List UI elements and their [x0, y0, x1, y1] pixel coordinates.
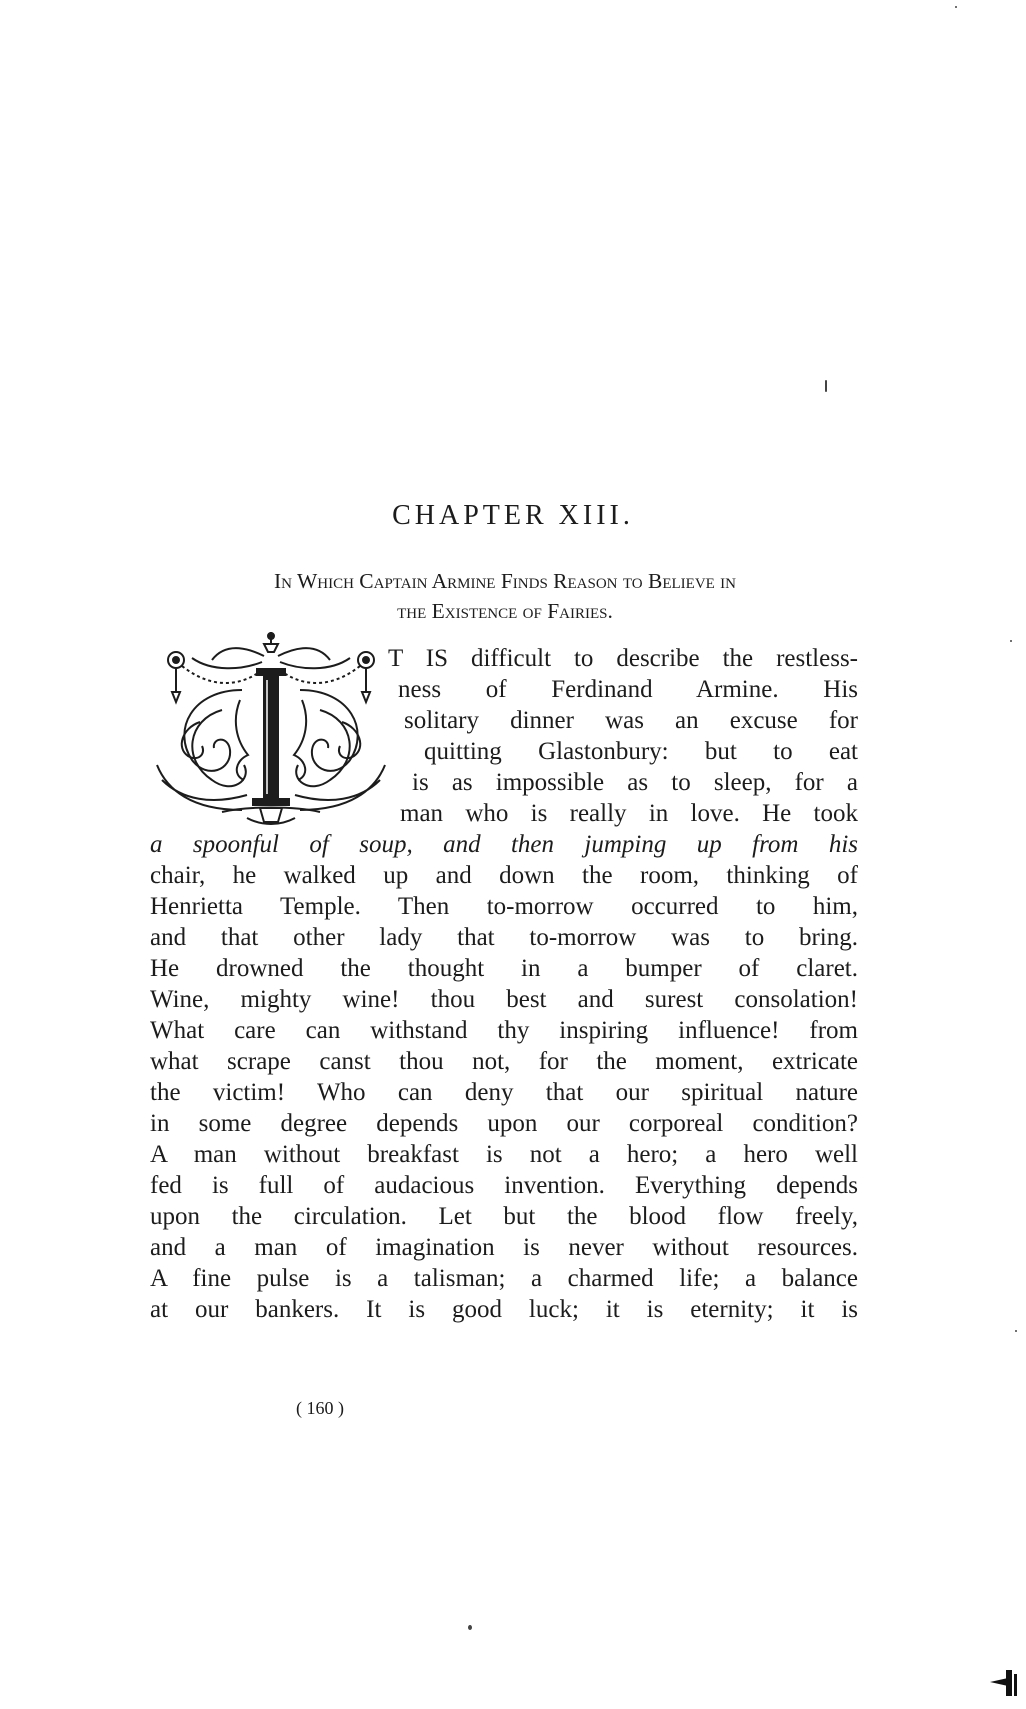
body-line-9: Henrietta Temple. Then to-morrow occurred to him, — [150, 893, 858, 920]
page-number: ( 160 ) — [296, 1398, 344, 1418]
body-line-17: A man without breakfast is not a hero; a hero well — [150, 1141, 858, 1168]
scan-speck — [955, 6, 957, 8]
chapter-subtitle-line-1: In Which Captain Armine Finds Reason to Believe in — [273, 569, 737, 593]
body-line-7: a spoonful of soup, and then jumping up from his — [150, 831, 858, 858]
scan-speck — [1010, 640, 1012, 642]
body-line-3: solitary dinner was an excuse for — [404, 707, 858, 734]
body-line-19: upon the circulation. Let but the blood flow freely, — [150, 1203, 858, 1230]
chapter-title: CHAPTER XIII. — [392, 500, 634, 531]
chapter-subtitle — [150, 566, 860, 626]
body-line-16: in some degree depends upon our corporeal condition? — [150, 1110, 858, 1137]
body-line-13: What care can withstand thy inspiring influence! from — [150, 1017, 858, 1044]
body-line-18: fed is full of audacious invention. Everything depends — [150, 1172, 858, 1199]
body-line-21: A fine pulse is a talisman; a charmed life; a balance — [150, 1265, 858, 1292]
body-line-8: chair, he walked up and down the room, thinking of — [150, 862, 858, 889]
scan-speck — [1015, 1330, 1017, 1332]
body-line-1: T IS difficult to describe the restless- — [388, 645, 858, 672]
body-line-15: the victim! Who can deny that our spiritual nature — [150, 1079, 858, 1106]
body-line-5: is as impossible as to sleep, for a — [412, 769, 858, 796]
body-line-2: ness of Ferdinand Armine. His — [398, 676, 858, 703]
body-line-20: and a man of imagination is never without resources. — [150, 1234, 858, 1261]
body-line-6: man who is really in love. He took — [400, 800, 858, 827]
scan-speck — [825, 380, 827, 392]
chapter-subtitle-line-2: the Existence of Fairies. — [397, 599, 613, 623]
body-line-11: He drowned the thought in a bumper of claret. — [150, 955, 858, 982]
ornamental-initial-icon — [152, 630, 390, 830]
body-line-22: at our bankers. It is good luck; it is eternity; it is — [150, 1296, 858, 1323]
body-line-14: what scrape canst thou not, for the moment, extricate — [150, 1048, 858, 1075]
body-line-10: and that other lady that to-morrow was to bring. — [150, 924, 858, 951]
body-line-4: quitting Glastonbury: but to eat — [424, 738, 858, 765]
scan-speck — [468, 1625, 472, 1630]
page-edge-mark-icon — [988, 1660, 1018, 1696]
body-line-12: Wine, mighty wine! thou best and surest consolation! — [150, 986, 858, 1013]
